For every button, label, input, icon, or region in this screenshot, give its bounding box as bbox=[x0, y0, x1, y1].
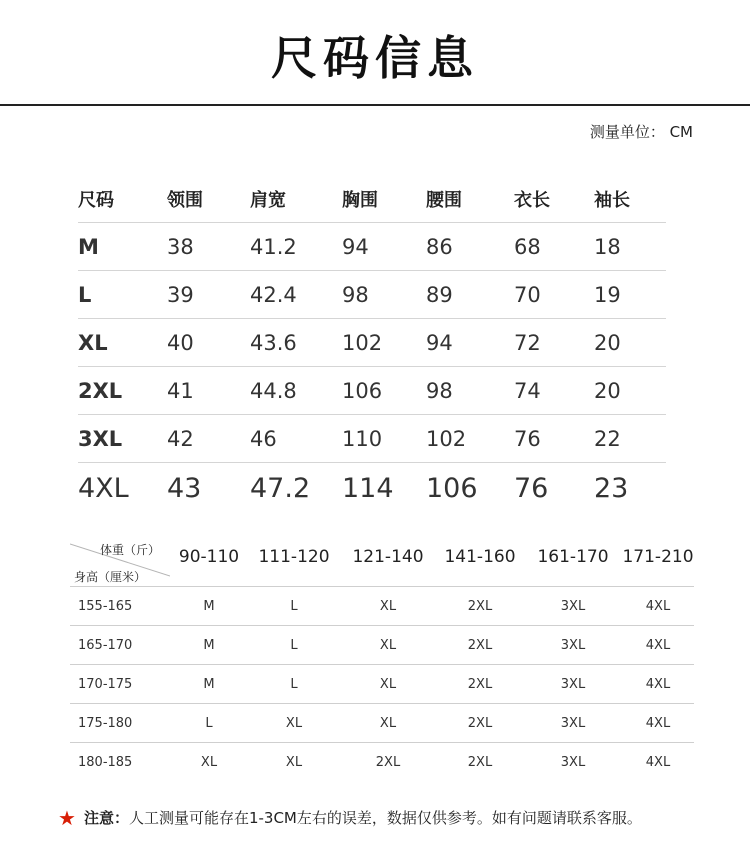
table-row bbox=[70, 626, 694, 665]
sleeve-cell: 23 bbox=[594, 472, 629, 504]
recommended-size-cell: L bbox=[248, 626, 340, 665]
size-cell: 4XL bbox=[78, 472, 129, 504]
sleeve-cell: 22 bbox=[594, 415, 666, 463]
length-cell: 76 bbox=[514, 472, 549, 504]
recommended-size-cell: 2XL bbox=[436, 587, 524, 626]
table-row bbox=[78, 463, 666, 514]
diagonal-header-cell bbox=[70, 528, 170, 587]
recommended-size-cell: L bbox=[248, 665, 340, 704]
page-title: 尺码信息 bbox=[271, 31, 479, 85]
length-cell: 68 bbox=[514, 223, 594, 271]
recommended-size-cell: 3XL bbox=[524, 665, 622, 704]
recommended-size-cell: XL bbox=[285, 754, 303, 770]
recommended-size-cell: 4XL bbox=[645, 754, 671, 770]
recommended-size-cell: 4XL bbox=[622, 626, 694, 665]
disclaimer-note bbox=[58, 806, 642, 830]
table-row bbox=[70, 665, 694, 704]
header-sleeve: 袖长 bbox=[594, 176, 666, 223]
sleeve-cell: 20 bbox=[594, 367, 666, 415]
recommendation-header-row bbox=[70, 528, 694, 587]
length-cell: 76 bbox=[514, 415, 594, 463]
size-cell: M bbox=[78, 223, 167, 271]
size-cell: 3XL bbox=[78, 415, 167, 463]
chest-cell: 114 bbox=[342, 472, 394, 504]
size-cell: L bbox=[78, 271, 167, 319]
chest-cell: 98 bbox=[342, 271, 426, 319]
shoulder-cell: 41.2 bbox=[250, 223, 342, 271]
height-range-cell: 180-185 bbox=[78, 754, 133, 770]
recommended-size-cell: 2XL bbox=[436, 626, 524, 665]
collar-cell: 40 bbox=[167, 319, 250, 367]
chest-cell: 102 bbox=[342, 319, 426, 367]
length-cell: 74 bbox=[514, 367, 594, 415]
recommended-size-cell: 4XL bbox=[622, 704, 694, 743]
size-cell: 2XL bbox=[78, 367, 167, 415]
waist-cell: 86 bbox=[426, 223, 514, 271]
recommended-size-cell: 2XL bbox=[436, 704, 524, 743]
shoulder-cell: 42.4 bbox=[250, 271, 342, 319]
height-axis-label: 身高（厘米） bbox=[74, 570, 147, 584]
sleeve-cell: 19 bbox=[594, 271, 666, 319]
collar-cell: 42 bbox=[167, 415, 250, 463]
height-range-cell: 165-170 bbox=[70, 626, 170, 665]
height-range-cell: 175-180 bbox=[70, 704, 170, 743]
size-cell: XL bbox=[78, 319, 167, 367]
star-icon: ★ bbox=[58, 806, 76, 830]
waist-cell: 102 bbox=[426, 415, 514, 463]
chest-cell: 94 bbox=[342, 223, 426, 271]
shoulder-cell: 46 bbox=[250, 415, 342, 463]
length-cell: 72 bbox=[514, 319, 594, 367]
weight-range-header: 90-110 bbox=[170, 528, 248, 587]
measurement-unit: 测量单位： CM bbox=[589, 123, 693, 141]
recommended-size-cell: M bbox=[170, 626, 248, 665]
collar-cell: 43 bbox=[167, 472, 202, 504]
table-row bbox=[78, 367, 666, 415]
recommended-size-cell: M bbox=[170, 587, 248, 626]
recommended-size-cell: L bbox=[170, 704, 248, 743]
weight-range-header: 171-210 bbox=[622, 528, 694, 587]
title-divider bbox=[0, 104, 750, 106]
recommended-size-cell: 4XL bbox=[622, 665, 694, 704]
header-waist: 腰围 bbox=[426, 176, 514, 223]
recommended-size-cell: 3XL bbox=[524, 626, 622, 665]
length-cell: 70 bbox=[514, 271, 594, 319]
recommended-size-cell: 3XL bbox=[524, 587, 622, 626]
sleeve-cell: 20 bbox=[594, 319, 666, 367]
waist-cell: 98 bbox=[426, 367, 514, 415]
recommended-size-cell: 2XL bbox=[375, 754, 401, 770]
size-chart-table bbox=[78, 176, 666, 513]
table-row bbox=[70, 587, 694, 626]
shoulder-cell: 43.6 bbox=[250, 319, 342, 367]
recommended-size-cell: 2XL bbox=[436, 665, 524, 704]
weight-range-header: 111-120 bbox=[248, 528, 340, 587]
recommended-size-cell: 3XL bbox=[524, 704, 622, 743]
recommended-size-cell: XL bbox=[200, 754, 218, 770]
shoulder-cell: 44.8 bbox=[250, 367, 342, 415]
waist-cell: 89 bbox=[426, 271, 514, 319]
weight-range-header: 141-160 bbox=[436, 528, 524, 587]
size-chart-header-row bbox=[78, 176, 666, 223]
table-row bbox=[78, 223, 666, 271]
sleeve-cell: 18 bbox=[594, 223, 666, 271]
weight-range-header: 161-170 bbox=[524, 528, 622, 587]
waist-cell: 94 bbox=[426, 319, 514, 367]
table-row bbox=[78, 319, 666, 367]
height-range-cell: 155-165 bbox=[70, 587, 170, 626]
recommended-size-cell: 4XL bbox=[622, 587, 694, 626]
header-size: 尺码 bbox=[78, 176, 167, 223]
weight-axis-label: 体重（斤） bbox=[100, 543, 161, 557]
recommended-size-cell: XL bbox=[340, 587, 436, 626]
recommended-size-cell: XL bbox=[340, 626, 436, 665]
shoulder-cell: 47.2 bbox=[250, 472, 311, 504]
header-length: 衣长 bbox=[514, 176, 594, 223]
recommended-size-cell: L bbox=[248, 587, 340, 626]
recommended-size-cell: M bbox=[170, 665, 248, 704]
collar-cell: 41 bbox=[167, 367, 250, 415]
chest-cell: 110 bbox=[342, 415, 426, 463]
table-row bbox=[78, 415, 666, 463]
table-row bbox=[78, 271, 666, 319]
note-label: 注意： bbox=[83, 809, 129, 827]
recommended-size-cell: XL bbox=[340, 704, 436, 743]
table-row bbox=[70, 704, 694, 743]
recommended-size-cell: 3XL bbox=[560, 754, 586, 770]
recommended-size-cell: 2XL bbox=[467, 754, 493, 770]
header-shoulder: 肩宽 bbox=[250, 176, 342, 223]
header-collar: 领围 bbox=[167, 176, 250, 223]
chest-cell: 106 bbox=[342, 367, 426, 415]
size-recommendation-table bbox=[70, 528, 694, 781]
recommended-size-cell: XL bbox=[248, 704, 340, 743]
height-range-cell: 170-175 bbox=[70, 665, 170, 704]
recommended-size-cell: XL bbox=[340, 665, 436, 704]
note-text: 人工测量可能存在1-3CM左右的误差，数据仅供参考。如有问题请联系客服。 bbox=[128, 809, 642, 827]
header-chest: 胸围 bbox=[342, 176, 426, 223]
weight-range-header: 121-140 bbox=[340, 528, 436, 587]
collar-cell: 38 bbox=[167, 223, 250, 271]
waist-cell: 106 bbox=[426, 472, 478, 504]
table-row bbox=[70, 743, 694, 782]
collar-cell: 39 bbox=[167, 271, 250, 319]
